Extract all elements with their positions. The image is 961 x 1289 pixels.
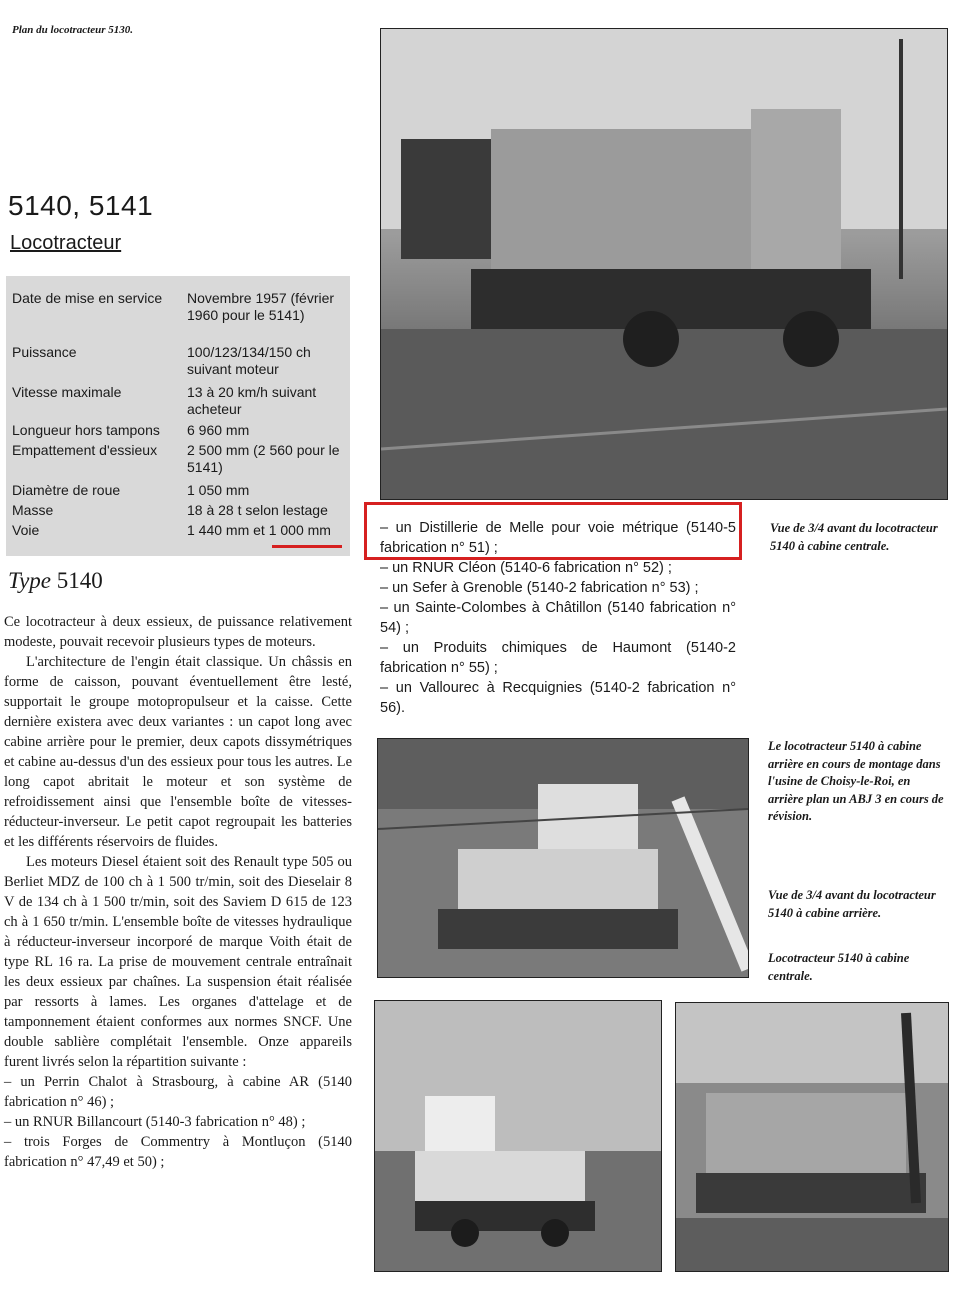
locomotive-illustration (375, 1001, 661, 1271)
photo-caption: Vue de 3/4 avant du locotracteur 5140 à cabine arrière. (768, 888, 936, 920)
page-subtitle: Locotracteur (10, 232, 122, 254)
list-item: – un Vallourec à Recquignies (5140-2 fabrication n° 56). (380, 680, 736, 716)
factory-illustration (378, 739, 748, 977)
section-title-prefix: Type (8, 568, 52, 593)
locomotive-photo-rear-cab (374, 1000, 662, 1272)
spec-value: 13 à 20 km/h suivant acheteur (187, 384, 317, 417)
spec-value: 1 050 mm (187, 482, 250, 498)
locomotive-illustration (381, 29, 947, 499)
list-item: – un RNUR Cléon (5140-6 fabrication n° 52) ; (380, 560, 672, 576)
page-title: 5140, 5141 (8, 190, 154, 221)
spec-value: Novembre 1957 (février 1960 pour le 5141) (187, 290, 335, 323)
list-item: – un RNUR Billancourt (5140-3 fabrication n° 48) ; (4, 1114, 306, 1130)
spec-label: Empattement d'essieux (12, 442, 158, 458)
photo-caption: Vue de 3/4 avant du locotracteur 5140 à cabine centrale. (770, 521, 938, 553)
list-item: – un Sefer à Grenoble (5140-2 fabrication n° 53) ; (380, 580, 699, 596)
highlighted-list-item (380, 518, 736, 558)
spec-table (6, 276, 350, 556)
spec-label: Masse (12, 502, 54, 518)
red-underline-annotation (272, 545, 342, 548)
article-body (4, 612, 352, 1172)
spec-value: 1 440 mm et 1 000 mm (187, 522, 331, 538)
body-paragraph: L'architecture de l'engin était classique. Un châssis en forme de caisson, pouvant éventuellement être lesté, supportait le groupe motopropulseur et la caisse. Cette dernière existera avec deux variantes : un capot long avec cabine arrière pour le premier, deux capots dissymétriques et cabine au-dessus d'un des essieux pour tous les autres. Le long capot abritait le moteur et son système de refroidissement ainsi que l'ensemble boîte de vitesses-réducteur-inverseur. Le petit capot regroupait les batteries et les différents réservoirs de fluides. (4, 654, 352, 850)
spec-label: Longueur hors tampons (12, 422, 160, 438)
body-paragraph: Les moteurs Diesel étaient soit des Renault type 505 ou Berliet MDZ de 100 ch à 1 500 tr/min, soit des Dieselair 8 V de 134 ch à 1 500 tr/min, soit des Saviem D 615 de 123 ch à 1 650 tr/min. L'ensemble boîte de vitesses hydraulique à réducteur-inverseur incorporé de marque Voith était de type RL 16 ra. La prise de mouvement centrale entraînait les deux essieux par chaînes. La suspension était réalisée par ressorts à lames. Les organes d'attelage et de tamponnement étaient conformes aux normes SNCF. Une double sablière complétait l'ensemble. Onze appareils furent livrés selon la répartition suivante : (4, 854, 352, 1070)
locomotive-photo-central-cab-2 (675, 1002, 949, 1272)
list-item: – trois Forges de Commentry à Montluçon (5140 fabrication n° 47,49 et 50) ; (4, 1134, 352, 1170)
list-item: – un Distillerie de Melle pour voie métrique (5140-5 fabrication n° 51) ; (380, 520, 736, 556)
plan-caption: Plan du locotracteur 5130. (12, 24, 134, 36)
locomotive-illustration (676, 1003, 948, 1271)
photo-caption: Le locotracteur 5140 à cabine arrière en cours de montage dans l'usine de Choisy-le-Roi, en arrière plan un ABJ 3 en cours de révision. (768, 739, 944, 823)
spec-label: Vitesse maximale (12, 384, 122, 400)
spec-label: Diamètre de roue (12, 482, 121, 498)
body-paragraph: Ce locotracteur à deux essieux, de puissance relativement modeste, pouvait recevoir plusieurs types de moteurs. (4, 614, 352, 650)
spec-value: 100/123/134/150 ch suivant moteur (187, 344, 311, 377)
locomotive-photo-central-cab (380, 28, 948, 500)
list-item: – un Produits chimiques de Haumont (5140-2 fabrication n° 55) ; (380, 640, 736, 676)
spec-value: 18 à 28 t selon lestage (187, 502, 328, 518)
photo-caption: Locotracteur 5140 à cabine centrale. (768, 951, 910, 983)
spec-value: 6 960 mm (187, 422, 250, 438)
spec-label: Voie (12, 522, 40, 538)
spec-label: Date de mise en service (12, 290, 163, 306)
section-title-number: 5140 (56, 568, 103, 593)
spec-value: 2 500 mm (2 560 pour le 5141) (187, 442, 340, 475)
list-item: – un Perrin Chalot à Strasbourg, à cabine AR (5140 fabrication n° 46) ; (4, 1074, 352, 1110)
delivery-list (380, 558, 736, 718)
list-item: – un Sainte-Colombes à Châtillon (5140 fabrication n° 54) ; (380, 600, 736, 636)
factory-assembly-photo (377, 738, 749, 978)
section-title (8, 568, 103, 594)
spec-label: Puissance (12, 344, 77, 360)
